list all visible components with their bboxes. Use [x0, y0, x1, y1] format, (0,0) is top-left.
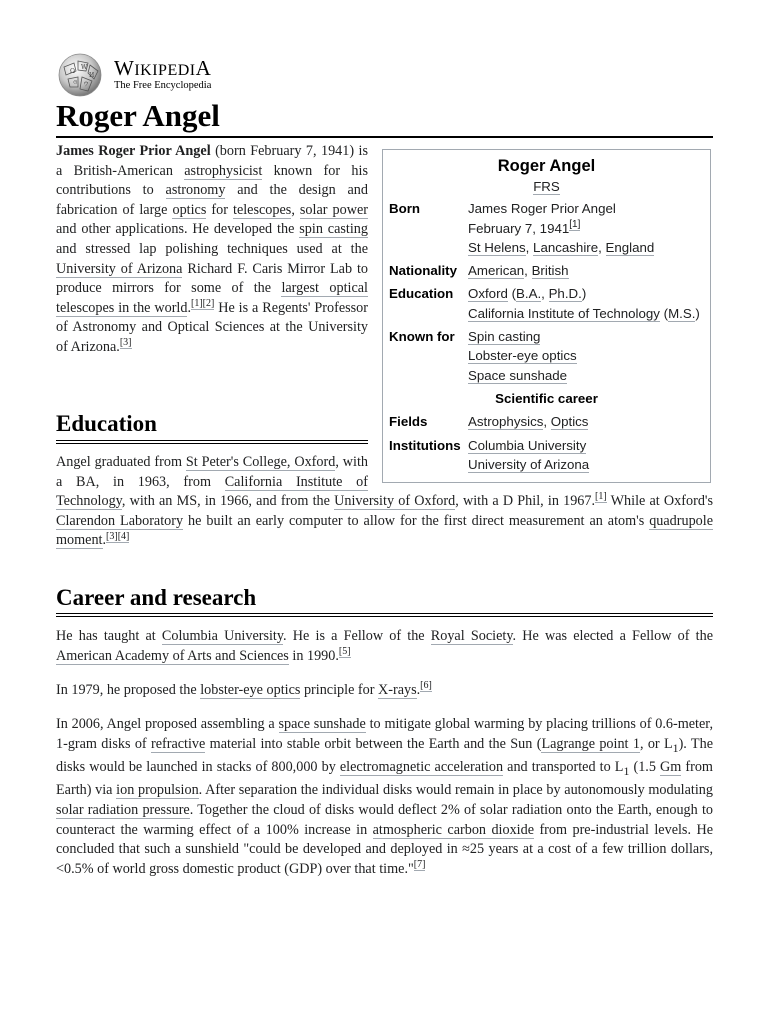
- text-run: He is a Regents' Professor of Astronomy and Optical Sciences at the University of Arizona.: [56, 299, 368, 355]
- citation-3[interactable]: [120, 337, 132, 349]
- text-run: in 1990.: [288, 647, 339, 664]
- link-solar-power[interactable]: solar power: [299, 201, 368, 218]
- link-optics[interactable]: Optics: [550, 414, 589, 430]
- infobox-value: [468, 412, 710, 431]
- citation-1[interactable]: [1]: [595, 491, 607, 503]
- link-space-sunshade[interactable]: Space sunshade: [468, 367, 568, 383]
- text-run: for: [206, 201, 233, 218]
- career-paragraph-2: [56, 681, 713, 701]
- section-divider: [56, 440, 368, 444]
- education-paragraph: [56, 453, 713, 551]
- link-gm[interactable]: Gm: [660, 759, 682, 776]
- link-american-academy[interactable]: American Academy of Arts and Sciences: [56, 647, 289, 664]
- infobox-post-nominal: [383, 177, 710, 196]
- infobox-value: [468, 261, 710, 280]
- text-run: from Earth) via: [56, 759, 713, 799]
- link-st-helens[interactable]: St Helens: [468, 239, 526, 255]
- text-run: , or L: [639, 735, 673, 752]
- infobox-row-born: [383, 199, 710, 257]
- link-british[interactable]: British: [531, 263, 569, 279]
- svg-text:Ω: Ω: [70, 68, 75, 75]
- link-telescopes[interactable]: telescopes: [233, 201, 292, 218]
- citation-7[interactable]: [7]: [413, 859, 426, 871]
- link-lancashire[interactable]: Lancashire: [533, 239, 599, 255]
- separator: ,: [598, 239, 606, 255]
- infobox-label: Fields: [389, 414, 428, 430]
- subject-name: James Roger Prior Angel: [56, 143, 211, 159]
- citation-6[interactable]: [6]: [420, 680, 432, 692]
- link-spin-casting[interactable]: Spin casting: [468, 329, 541, 345]
- born-date: [468, 219, 710, 238]
- link-quadrupole-moment[interactable]: quadrupole moment: [56, 512, 714, 549]
- text-run: Angel graduated from: [56, 454, 186, 470]
- infobox-row-known-for: [383, 327, 710, 385]
- link-st-peters-college[interactable]: St Peter's College, Oxford: [185, 454, 336, 470]
- wikipedia-logo[interactable]: [56, 53, 211, 97]
- wordmark-subtitle: The Free Encyclopedia: [114, 80, 212, 92]
- infobox-row-nationality: [383, 261, 710, 280]
- link-lagrange-point-1[interactable]: Lagrange point 1: [541, 735, 640, 752]
- text-run: , with a BA, in 1963, from: [56, 454, 368, 490]
- svg-text:ও: ও: [73, 79, 78, 86]
- svg-text:И: И: [89, 72, 95, 79]
- citation-1[interactable]: [191, 298, 203, 310]
- infobox-value: [468, 327, 710, 385]
- text-run: he built an early computer to allow for the first direct measurement an atom's: [183, 512, 650, 529]
- link-largest-telescopes[interactable]: largest optical telescopes in the world: [56, 280, 368, 316]
- link-astrophysics[interactable]: Astrophysics: [468, 414, 544, 430]
- text-run: Richard F. Caris Mirror Lab to produce mirrors for some of the: [56, 260, 369, 297]
- link-university-of-arizona[interactable]: University of Arizona: [468, 456, 590, 472]
- career-paragraph-1: [56, 627, 713, 666]
- text-run: and transported to L: [503, 759, 624, 776]
- text-run: .: [102, 532, 107, 549]
- heading-career-and-research: Career and research: [56, 585, 257, 610]
- text-run: .: [187, 299, 191, 316]
- wikipedia-wordmark: [114, 58, 211, 92]
- text-run: and the design and fabrication of large: [56, 182, 368, 218]
- lead-paragraph: [56, 142, 368, 358]
- link-clarendon-laboratory[interactable]: Clarendon Laboratory: [56, 512, 184, 529]
- link-university-of-oxford[interactable]: University of Oxford: [334, 493, 456, 510]
- link-spin-casting[interactable]: spin casting: [299, 221, 368, 238]
- link-ba[interactable]: B.A.: [516, 286, 542, 302]
- infobox-row-fields: [383, 412, 710, 431]
- link-england[interactable]: England: [605, 239, 655, 255]
- link-atmospheric-carbon-dioxide[interactable]: atmospheric carbon dioxide: [372, 821, 535, 838]
- text-run: known for his contributions to: [56, 162, 368, 199]
- link-optics[interactable]: optics: [172, 201, 207, 218]
- text-run: material into stable orbit between the Earth and the Sun (: [205, 735, 542, 752]
- text-run: While at Oxford's: [606, 493, 713, 510]
- subscript: 1: [623, 763, 630, 778]
- link-ion-propulsion[interactable]: ion propulsion: [116, 782, 199, 799]
- text-run: ). The disks would be launched in stacks of 800,000 by: [56, 735, 713, 776]
- text-run: from pre-industrial levels. He concluded that such a sunshield "could be developed and deployed in ≈25 years at a cost of a few trillion dollars, <0.5% of world gross domestic product (GDP) over that time.": [56, 821, 713, 877]
- text-run: .: [416, 682, 421, 698]
- text-run: to mitigate global warming by placing trillions of 0.6-meter, 1-gram disks of: [56, 716, 713, 752]
- link-x-rays[interactable]: X-rays: [378, 682, 417, 698]
- text-run: , with a D Phil, in 1967.: [455, 493, 596, 510]
- link-phd[interactable]: Ph.D.: [548, 286, 582, 302]
- citation-1[interactable]: [1]: [569, 219, 581, 231]
- text-run: . He was elected a Fellow of the: [512, 628, 713, 644]
- subscript: 1: [672, 740, 679, 755]
- text-run: and stressed lap polishing techniques used at the: [56, 240, 368, 257]
- date-text: February 7, 1941: [468, 220, 570, 236]
- separator: ,: [524, 263, 532, 279]
- infobox-label: Nationality: [389, 263, 457, 279]
- text-run: He has taught at: [56, 628, 162, 644]
- citation-link[interactable]: [2]: [202, 298, 215, 310]
- text-run: . He is a Fellow of the: [283, 628, 431, 644]
- page-title: Roger Angel: [56, 98, 220, 133]
- link-astronomy[interactable]: astronomy: [165, 182, 226, 199]
- link-oxford[interactable]: Oxford: [468, 286, 508, 302]
- link-university-of-arizona[interactable]: University of Arizona: [56, 260, 183, 277]
- text-run: principle for: [300, 682, 379, 698]
- link-electromagnetic-acceleration[interactable]: electromagnetic acceleration: [339, 759, 504, 776]
- text-run: ,: [291, 201, 300, 218]
- infobox: [382, 149, 711, 483]
- infobox-value: [468, 199, 710, 257]
- citation-4[interactable]: [4]: [117, 530, 130, 542]
- link-columbia-university[interactable]: Columbia University: [161, 628, 284, 644]
- svg-text:ウ: ウ: [83, 81, 90, 88]
- text-run: In 2006, Angel proposed assembling a: [56, 716, 279, 732]
- education-caltech: California Institute of Technology (M.S.): [468, 305, 700, 321]
- link-lobster-eye-optics[interactable]: lobster-eye optics: [200, 682, 301, 698]
- infobox-row-education: [383, 284, 710, 323]
- career-paragraph-3: [56, 715, 713, 879]
- born-place: [468, 238, 710, 257]
- link-astrophysicist[interactable]: astrophysicist: [184, 162, 263, 179]
- infobox-label: Born: [389, 201, 421, 217]
- citation-link[interactable]: [3]: [119, 337, 132, 349]
- link-columbia-university[interactable]: Columbia University: [468, 437, 587, 453]
- education-oxford: Oxford (B.A., Ph.D.): [468, 286, 587, 302]
- separator: ,: [525, 239, 534, 255]
- text-run: and other applications. He developed the: [56, 221, 300, 238]
- citation-2[interactable]: [203, 298, 215, 310]
- wordmark-title: WIKIPEDIA: [114, 56, 212, 81]
- citation-3[interactable]: [3]: [106, 530, 118, 542]
- infobox-section-header: Scientific career: [495, 390, 598, 406]
- link-ms[interactable]: M.S.: [668, 305, 696, 321]
- infobox-label: Known for: [389, 329, 455, 345]
- text-run: . Together the cloud of disks would deflect 2% of solar radiation onto the Earth, enough to counteract the warming effect of a 100% increase in: [56, 802, 713, 838]
- text-run: In 1979, he proposed the: [56, 682, 201, 698]
- link-space-sunshade[interactable]: space sunshade: [278, 716, 366, 732]
- link-caltech[interactable]: California Institute of Technology: [56, 473, 368, 510]
- infobox-title: Roger Angel: [497, 157, 596, 175]
- born-name: James Roger Prior Angel: [468, 201, 616, 217]
- citation-5[interactable]: [5]: [338, 645, 351, 657]
- text-run: , with an MS, in 1966, and from the: [121, 493, 335, 510]
- infobox-value: [468, 284, 710, 323]
- link-refractive[interactable]: refractive: [150, 735, 206, 752]
- text-run: (born February 7, 1941) is a British-American: [56, 143, 368, 179]
- wikipedia-globe-icon: [56, 53, 104, 97]
- infobox-label: Institutions: [389, 437, 461, 453]
- heading-education: Education: [56, 411, 157, 436]
- text-run: (1.5: [629, 759, 661, 776]
- infobox-label: Education: [389, 286, 454, 302]
- link-royal-society[interactable]: Royal Society: [430, 628, 513, 644]
- text-run: . After separation the individual disks would remain in place by autonomously modulating: [198, 782, 713, 799]
- section-divider: [56, 613, 713, 617]
- link-lobster-eye-optics[interactable]: Lobster-eye optics: [468, 348, 577, 364]
- citation-link[interactable]: [1]: [191, 298, 203, 310]
- link-american[interactable]: American: [468, 263, 525, 279]
- link-solar-radiation-pressure[interactable]: solar radiation pressure: [56, 802, 190, 819]
- svg-text:W: W: [81, 64, 88, 71]
- link-frs[interactable]: FRS: [533, 179, 560, 194]
- title-divider: [56, 136, 713, 138]
- separator: ,: [543, 414, 551, 430]
- link-caltech[interactable]: California Institute of Technology: [468, 305, 660, 321]
